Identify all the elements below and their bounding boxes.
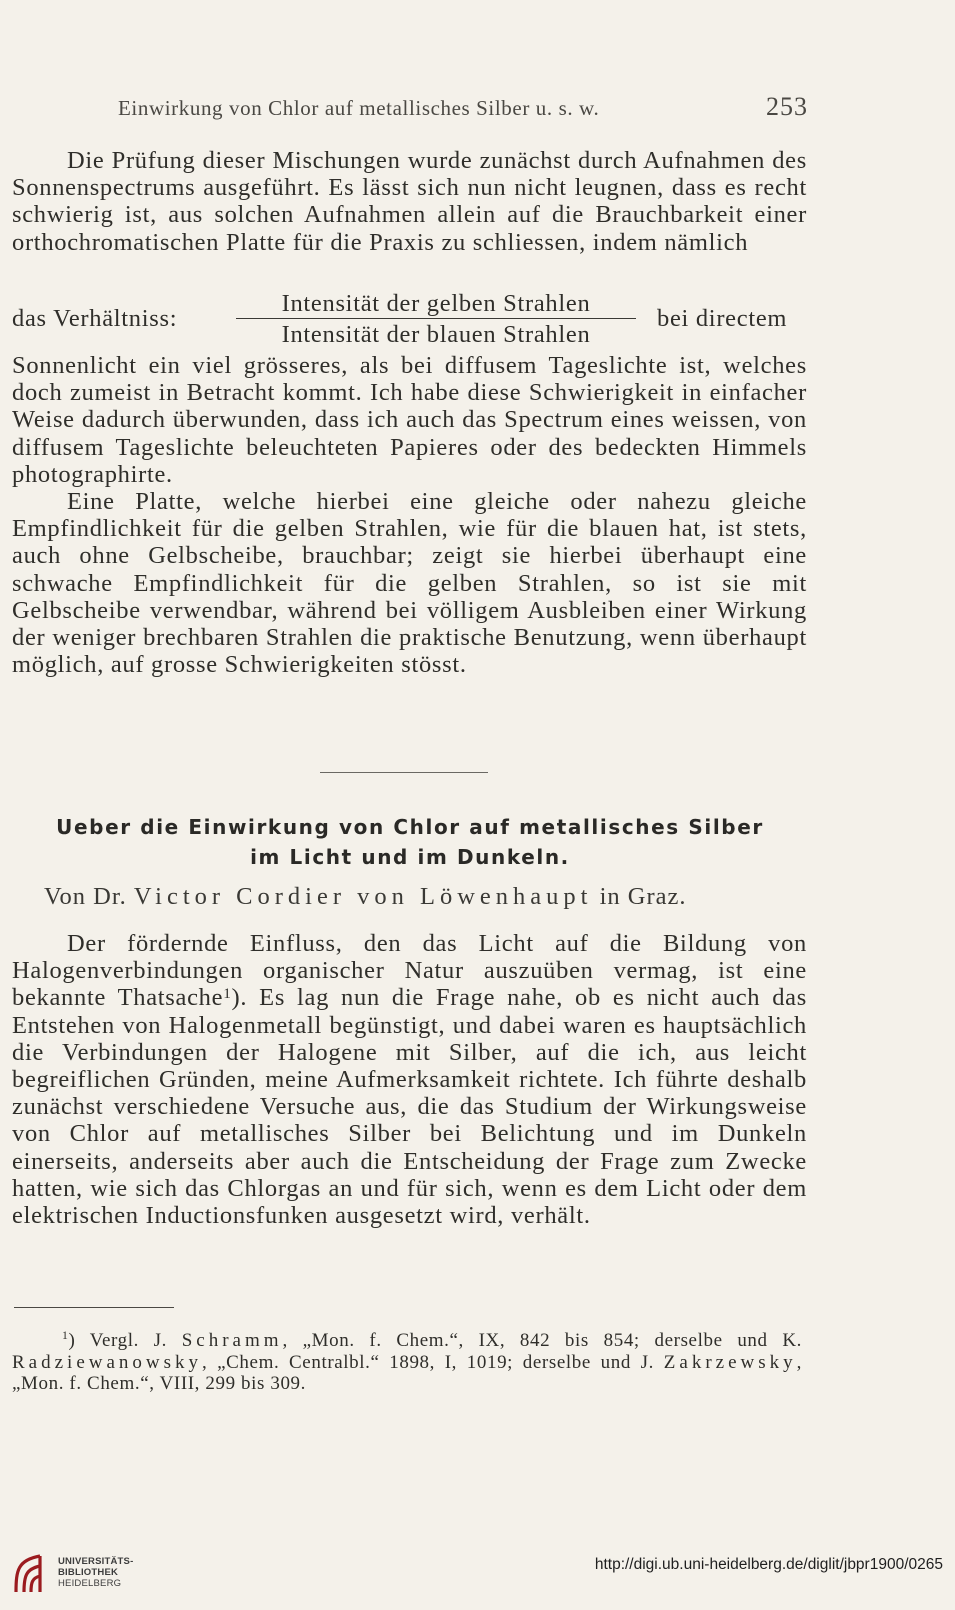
fraction-numerator: Intensität der gelben Strahlen — [236, 289, 636, 319]
formula-prefix: das Verhältniss: — [12, 305, 178, 332]
byline-prefix: Von Dr. — [44, 883, 127, 910]
fraction-denominator: Intensität der blauen Strahlen — [281, 321, 591, 348]
footnote — [12, 1330, 802, 1395]
page-number: 253 — [766, 92, 808, 121]
body-text-after-note: ). Es lag nun die Frage nahe, ob es nicht auch das Entstehen von Halogenmetall begünstigt, und dabei waren es hauptsächlich die Verbindungen der Halogene mit Silber, auf die ich, aus leicht begreiflichen Gründen, meine Aufmerksamkeit richtete. Ich führte deshalb zunächst verschiedene Versuche aus, die das Studium der Wirkungsweise von Chlor auf metallisches Silber bei Belichtung und im Dunkeln einerseits, anderseits aber auch die Entscheidung der Frage zum Zwecke hatten, wie sich das Chlorgas an und für sich, wenn es dem Licht oder dem elektrischen Inductionsfunken ausgesetzt wird, verhält. — [12, 984, 807, 1230]
article-body — [12, 930, 807, 1229]
library-name-line: HEIDELBERG — [58, 1578, 122, 1589]
author-name: Victor Cordier von Löwenhaupt — [133, 883, 593, 910]
library-logo[interactable] — [10, 1552, 134, 1598]
paragraph-text: Sonnenlicht ein viel grösseres, als bei diffusem Tageslichte ist, welches doch zumeist in Betracht kommt. Ich habe diese Schwierigkeit in einfacher Weise dadurch überwunden, dass ich auch das Spectrum eines weissen, von diffusem Tageslichte beleuchteten Papieres oder des bedeckten Himmels photographirte. — [12, 352, 807, 488]
footnote-part: ) Vergl. J. — [68, 1330, 167, 1351]
running-head — [118, 92, 808, 121]
footnote-part: , „Mon. f. Chem.“, IX, 842 bis 854; derselbe und K. — [282, 1330, 802, 1351]
article-title-line-2: im Licht und im Dunkeln. — [250, 845, 570, 869]
paragraph-text: Die Prüfung dieser Mischungen wurde zunächst durch Aufnahmen des Sonnenspectrums ausgeführt. Es lässt sich nun nicht leugnen, dass es recht schwierig ist, aus solchen Aufnahmen allein auf die Brauchbarkeit einer orthochromatischen Platte für die Praxis zu schliessen, indem nämlich — [12, 147, 807, 256]
body-text-before-note: Der fördernde Einfluss, den das Licht auf die Bildung von Halogenverbindungen organischer Natur auszuüben vermag, ist eine bekannte Thatsache — [12, 930, 807, 1012]
paragraph-1-continuation — [12, 352, 807, 678]
paragraph-2: Eine Platte, welche hierbei eine gleiche oder nahezu gleiche Empfindlichkeit für die gelben Strahlen, wie für die blauen hat, ist stets, auch ohne Gelbscheibe, brauchbar; zeigt sie hierbei überhaupt eine schwache Empfindlichkeit für die gelben Strahlen, so ist sie mit Gelbscheibe verwendbar, während bei völligem Ausbleiben einer Wirkung der weniger brechbaren Strahlen die praktische Benutzung, wenn überhaupt möglich, auf grosse Schwierigkeiten stösst. — [12, 488, 807, 679]
ratio-formula — [12, 289, 807, 349]
article-title — [10, 812, 810, 872]
cited-author: Zakrzewsky — [663, 1351, 797, 1373]
footnote-reference[interactable]: 1 — [223, 985, 232, 1003]
byline-suffix: in Graz. — [599, 883, 687, 910]
article-title-line-1: Ueber die Einwirkung von Chlor auf metallisches Silber — [56, 815, 764, 839]
library-name — [58, 1556, 133, 1589]
formula-suffix: bei directem — [657, 305, 788, 332]
section-divider — [320, 772, 488, 773]
footnote-rule — [14, 1307, 174, 1308]
source-url[interactable]: http://digi.ub.uni-heidelberg.de/diglit/jbpr1900/0265 — [594, 1556, 943, 1573]
footnote-marker: 1 — [62, 1329, 69, 1342]
byline — [44, 883, 687, 911]
paragraph-1-opening — [12, 147, 807, 256]
article-paragraph — [12, 930, 807, 1229]
library-name-line: UNIVERSITÄTS- — [58, 1556, 134, 1567]
footnote-text — [12, 1330, 802, 1395]
footnote-part: , „Mon. f. Chem.“, VIII, 299 bis 309. — [12, 1351, 802, 1394]
library-name-line: BIBLIOTHEK — [58, 1567, 119, 1578]
cited-author: Radziewanowsky — [12, 1351, 203, 1373]
running-title: Einwirkung von Chlor auf metallisches Silber u. s. w. — [118, 96, 600, 120]
library-emblem-icon — [10, 1552, 48, 1598]
cited-author: Schramm — [181, 1330, 283, 1351]
fraction — [236, 289, 636, 348]
footnote-part: , „Chem. Centralbl.“ 1898, I, 1019; derselbe und J. — [202, 1351, 655, 1373]
